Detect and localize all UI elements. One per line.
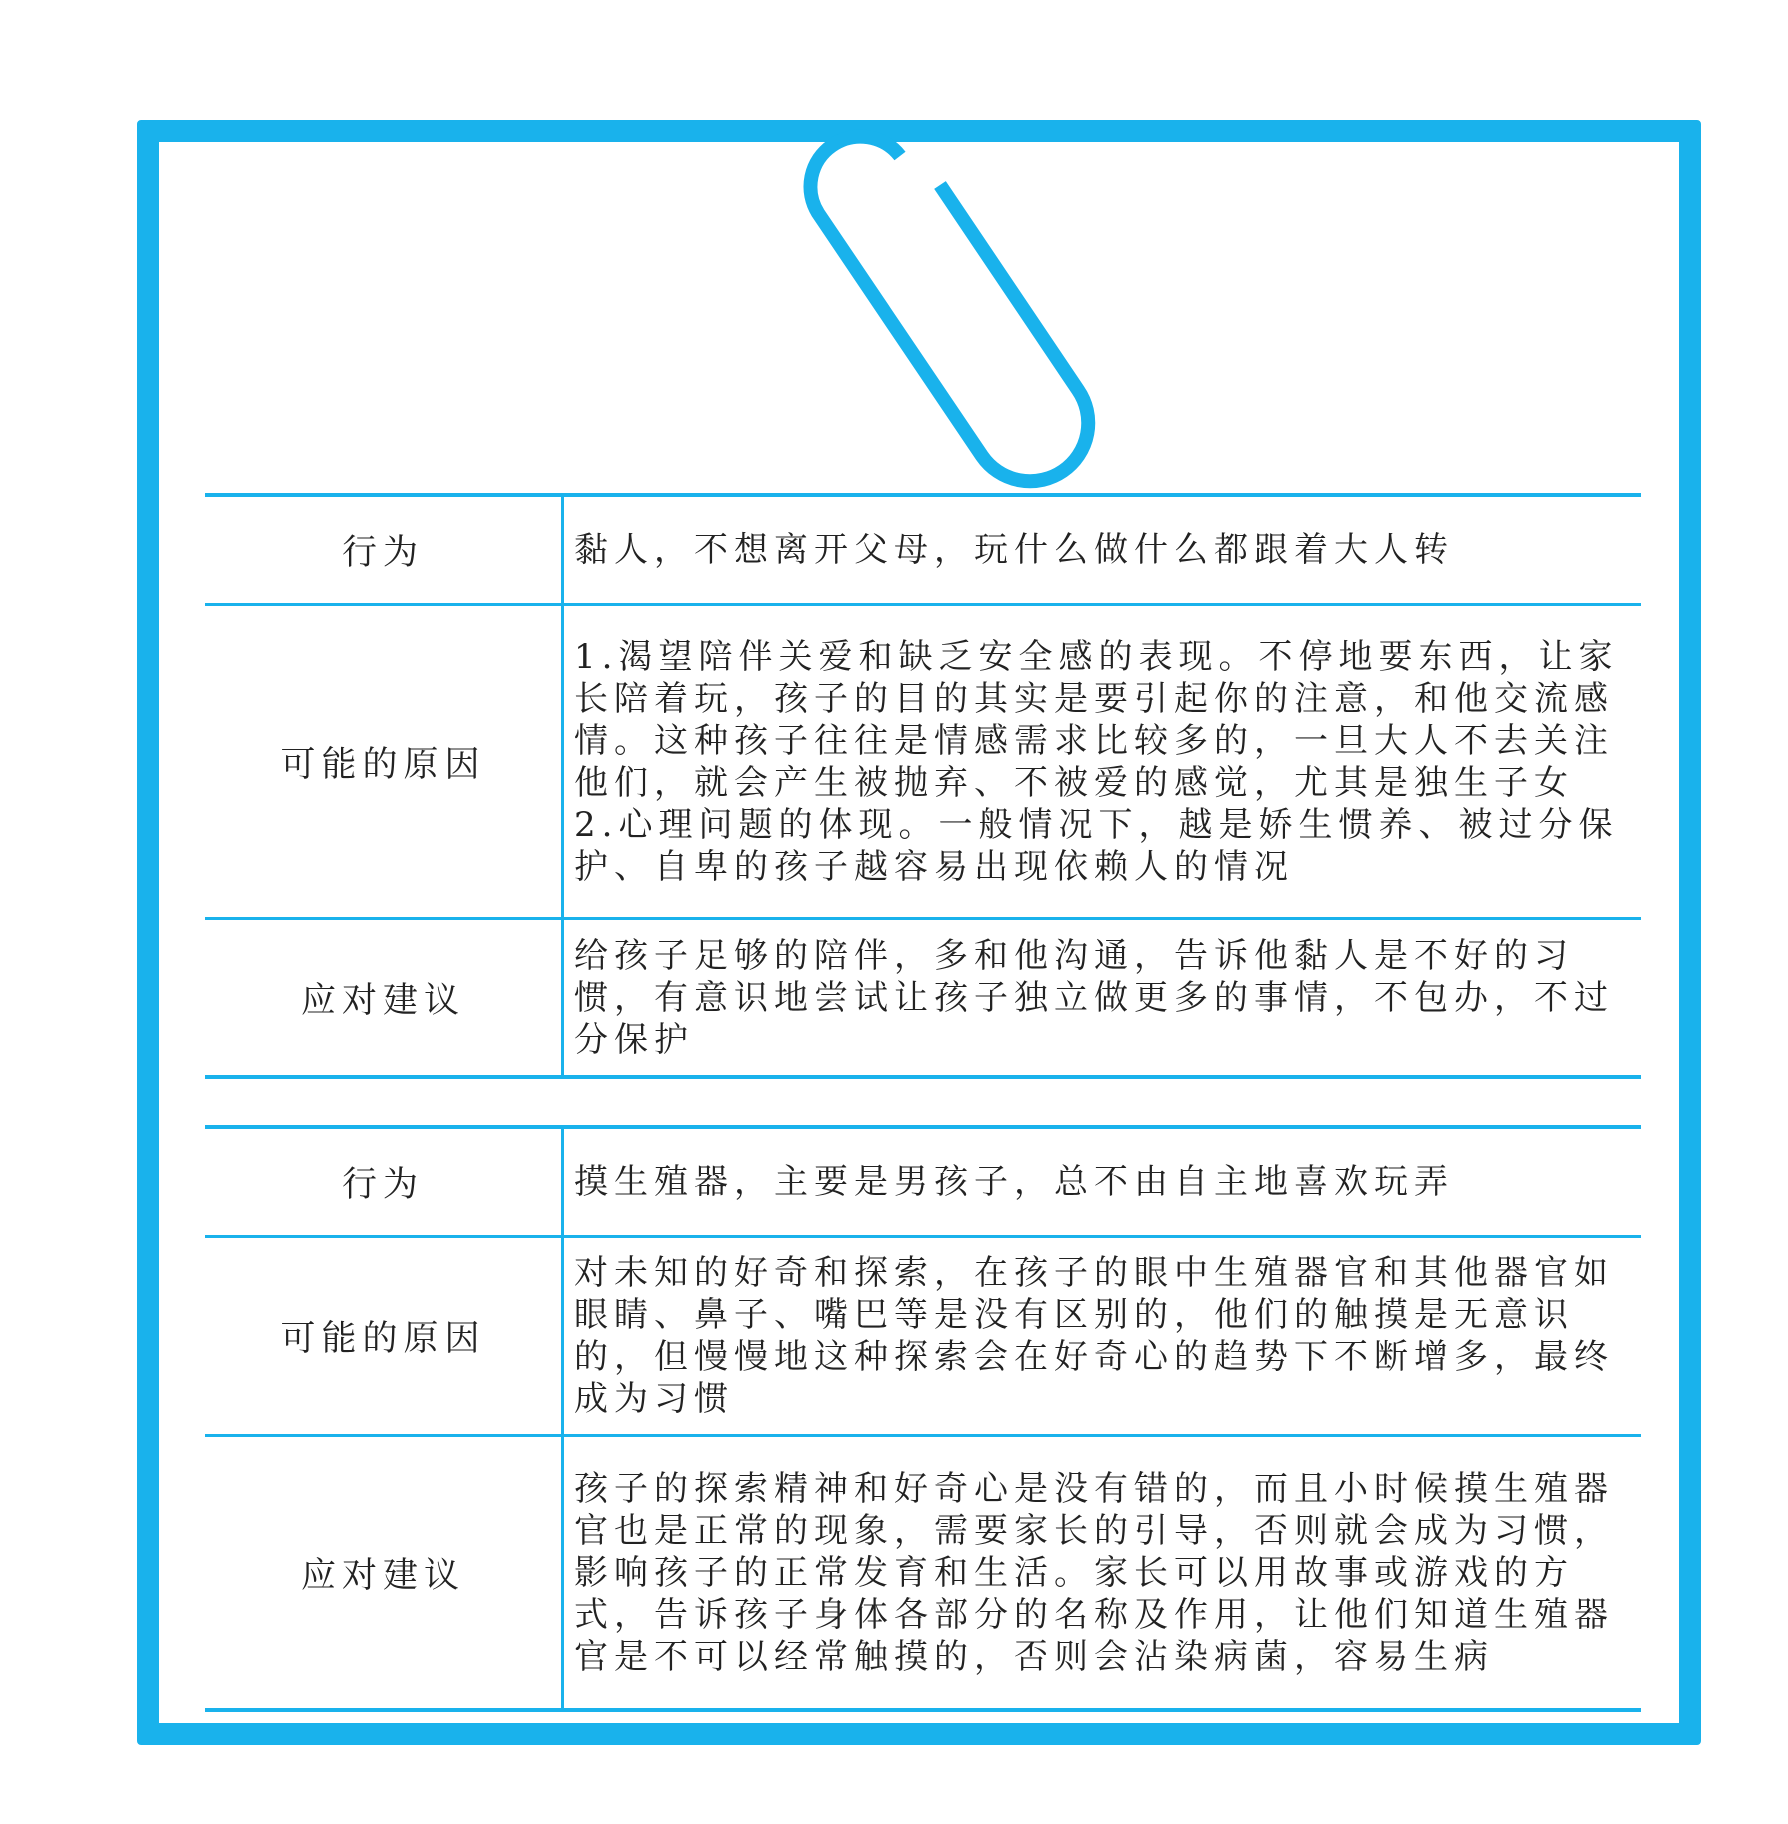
table-row [205, 1127, 1641, 1237]
table-row [205, 919, 1641, 1078]
table-row [205, 1237, 1641, 1436]
row-value-advice: 给孩子足够的陪伴，多和他沟通，告诉他黏人是不好的习惯，有意识地尝试让孩子独立做更多的事情，不包办，不过分保护 [563, 919, 1642, 1078]
row-value-behavior: 摸生殖器，主要是男孩子，总不由自主地喜欢玩弄 [563, 1127, 1642, 1237]
row-value-causes: 1.渴望陪伴关爱和缺乏安全感的表现。不停地要东西，让家长陪着玩，孩子的目的其实是要引起你的注意，和他交流感情。这种孩子往往是情感需求比较多的，一旦大人不去关注他们，就会产生被抛弃、不被爱的感觉，尤其是独生子女 2.心理问题的体现。一般情况下，越是娇生惯养、被过分保护、自卑的孩子越容易出现依赖人的情况 [563, 605, 1642, 919]
row-value-advice: 孩子的探索精神和好奇心是没有错的，而且小时候摸生殖器官也是正常的现象，需要家长的引导，否则就会成为习惯，影响孩子的正常发育和生活。家长可以用故事或游戏的方式，告诉孩子身体各部分的名称及作用，让他们知道生殖器官是不可以经常触摸的，否则会沾染病菌，容易生病 [563, 1436, 1642, 1711]
row-label-causes: 可能的原因 [205, 1237, 563, 1436]
paperclip-icon [760, 70, 1100, 470]
row-label-behavior: 行为 [205, 1127, 563, 1237]
table-row [205, 605, 1641, 919]
table-row [205, 1436, 1641, 1711]
row-value-causes: 对未知的好奇和探索，在孩子的眼中生殖器官和其他器官如眼睛、鼻子、嘴巴等是没有区别的，他们的触摸是无意识的，但慢慢地这种探索会在好奇心的趋势下不断增多，最终成为习惯 [563, 1237, 1642, 1436]
behavior-table-1 [205, 493, 1641, 1079]
row-label-advice: 应对建议 [205, 1436, 563, 1711]
row-label-causes: 可能的原因 [205, 605, 563, 919]
behavior-table-2 [205, 1125, 1641, 1712]
row-label-behavior: 行为 [205, 495, 563, 605]
table-row [205, 495, 1641, 605]
row-value-behavior: 黏人，不想离开父母，玩什么做什么都跟着大人转 [563, 495, 1642, 605]
row-label-advice: 应对建议 [205, 919, 563, 1078]
